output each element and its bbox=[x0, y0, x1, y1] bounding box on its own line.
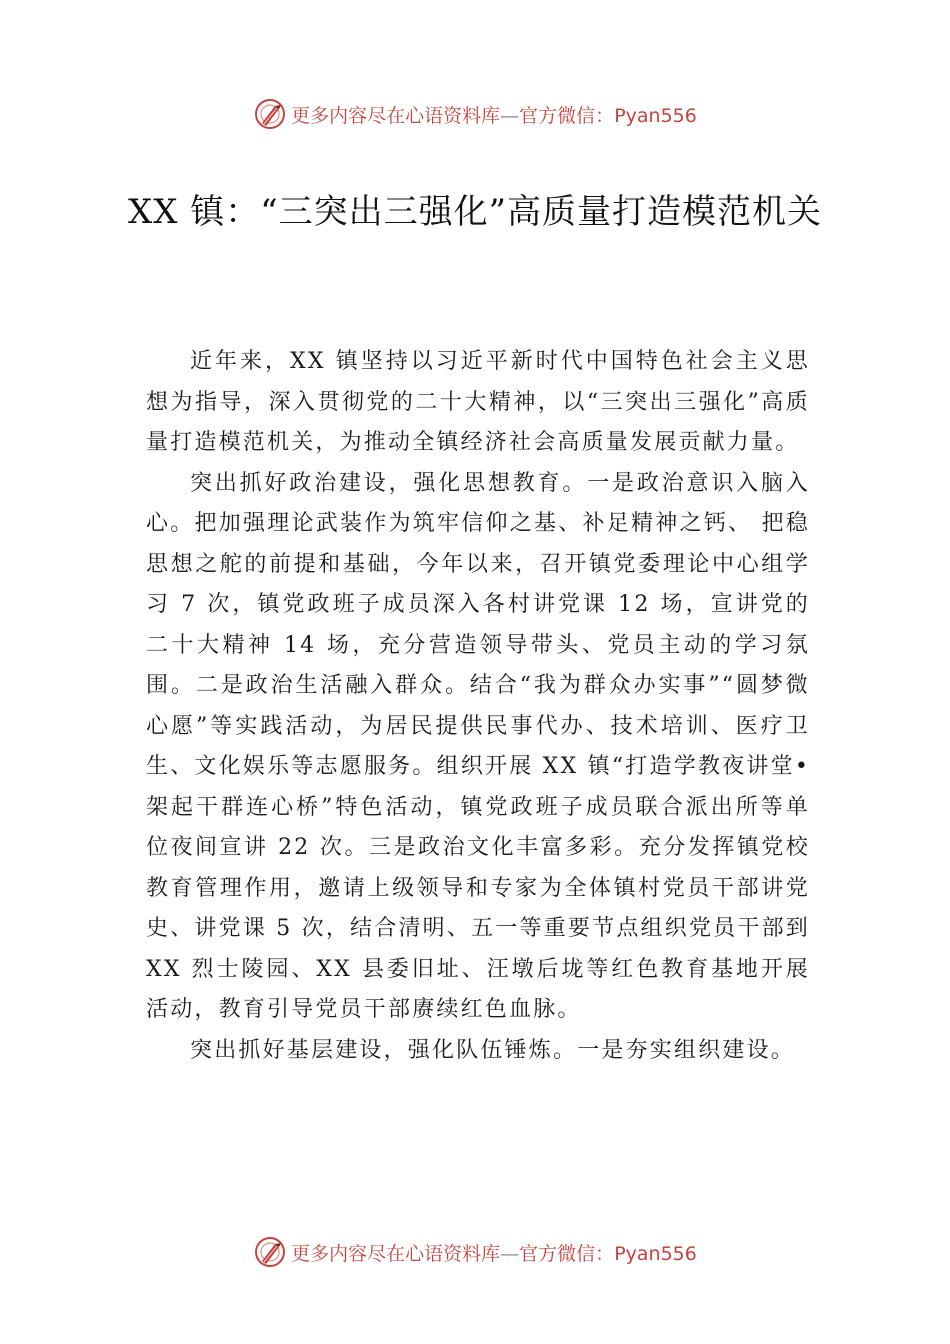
document-body bbox=[146, 342, 810, 1071]
document-title: XX 镇：“三突出三强化”高质量打造模范机关 bbox=[128, 192, 822, 232]
watermark-text bbox=[291, 101, 697, 128]
pen-nib-logo-icon bbox=[253, 1235, 287, 1269]
body-paragraph-intro: 近年来，XX 镇坚持以习近平新时代中国特色社会主义思想为指导，深入贯彻党的二十大精神，以“三突出三强化”高质量打造模范机关，为推动全镇经济社会高质量发展贡献力量。 bbox=[146, 349, 810, 455]
watermark-label: 官方微信： bbox=[519, 104, 615, 127]
body-paragraph-political: 突出抓好政治建设，强化思想教育。一是政治意识入脑入心。把加强理论武装作为筑牢信仰之基、补足精神之钙、 把稳思想之舵的前提和基础，今年以来，召开镇党委理论中心组学习 7 次，镇党政班子成员深入各村讲党课 12 场，宣讲党的二十大精神 14 场，充分营造领导带头、党员主动的学习氛围。二是政治生活融入群众。结合“我为群众办实事”“圆梦微心愿”等实践活动，为居民提供民事代办、技术培训、医疗卫生、文化娱乐等志愿服务。组织开展 XX 镇“打造学教夜讲堂•架起干群连心桥”特色活动，镇党政班子成员联合派出所等单位夜间宣讲 22 次。三是政治文化丰富多彩。充分发挥镇党校教育管理作用，邀请上级领导和专家为全体镇村党员干部讲党史、讲党课 5 次，结合清明、五一等重要节点组织党员干部到 XX 烈士陵园、XX 县委旧址、汪墩后垅等红色教育基地开展活动，教育引导党员干部赓续红色血脉。 bbox=[146, 470, 810, 1022]
header-watermark-banner bbox=[0, 94, 950, 134]
watermark-separator: — bbox=[500, 1242, 520, 1265]
watermark-main: 更多内容尽在心语资料库 bbox=[291, 104, 501, 127]
body-paragraph-grassroots: 突出抓好基层建设，强化队伍锤炼。一是夯实组织建设。 bbox=[190, 1037, 796, 1063]
watermark-label: 官方微信： bbox=[519, 1242, 615, 1265]
pen-nib-logo-icon bbox=[253, 97, 287, 131]
watermark-text bbox=[291, 1239, 697, 1266]
watermark-wechat-id: Pyan556 bbox=[614, 104, 697, 127]
watermark-main: 更多内容尽在心语资料库 bbox=[291, 1242, 501, 1265]
watermark-wechat-id: Pyan556 bbox=[614, 1242, 697, 1265]
watermark-separator: — bbox=[500, 104, 520, 127]
footer-watermark-banner bbox=[0, 1232, 950, 1272]
